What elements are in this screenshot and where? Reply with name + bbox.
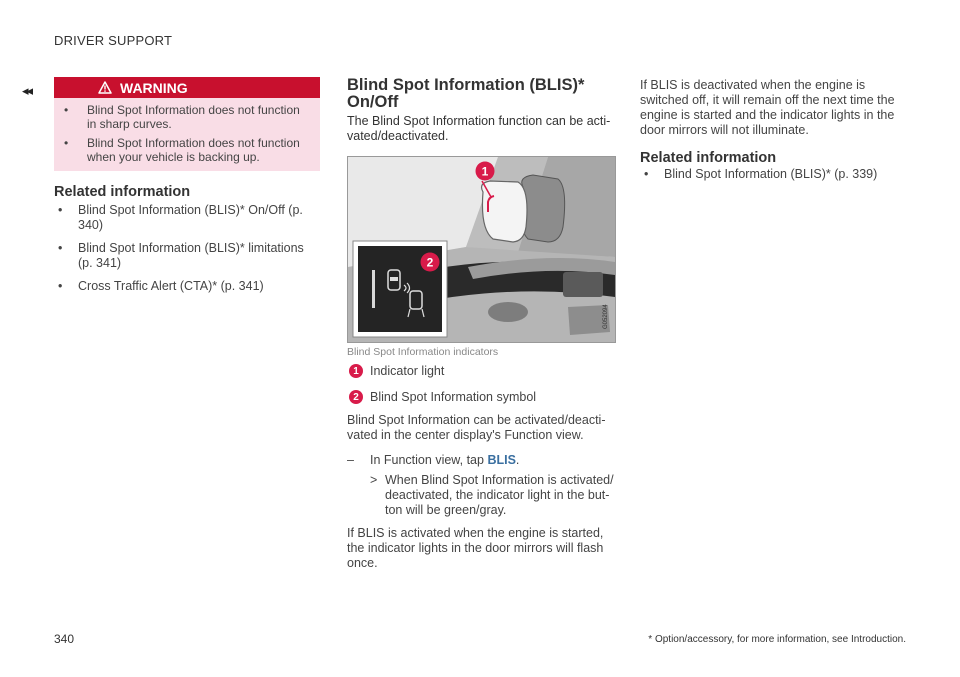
related-information-heading: Related information	[54, 184, 191, 200]
paragraph: Blind Spot Information can be activated/deacti-vated in the center display's Function view.	[347, 413, 606, 442]
back-arrows-icon[interactable]: ◂◂	[22, 83, 32, 98]
legend-item-2	[349, 390, 536, 404]
step-text: In Function view, tap	[370, 453, 488, 467]
legend-item-1	[349, 364, 444, 378]
section-header: DRIVER SUPPORT	[54, 33, 173, 48]
footnote: * Option/accessory, for more information, see Introduction.	[648, 634, 906, 645]
figure-code: G052094	[603, 304, 609, 329]
callout-1: 1	[481, 164, 489, 179]
related-information-list	[640, 167, 910, 190]
paragraph: If BLIS is activated when the engine is started, the indicator lights in the door mirrors will flash once.	[347, 526, 604, 570]
paragraph: If BLIS is deactivated when the engine is switched off, it will remain off the next time the engine is started and the indicator lights in the door mirrors will not illuminate.	[640, 78, 895, 137]
callout-badge-1: 1	[349, 364, 363, 378]
blis-indicator-figure	[347, 156, 616, 343]
warning-header	[54, 77, 320, 98]
warning-item: • Blind Spot Information does not function in sharp curves.	[54, 103, 309, 131]
step-dash: –	[347, 453, 354, 467]
legend-text: Blind Spot Information symbol	[370, 390, 537, 404]
warning-item: • Blind Spot Information does not function when your vehicle is backing up.	[54, 136, 309, 164]
article-intro: The Blind Spot Information function can be acti-vated/deactivated.	[347, 114, 611, 143]
callout-badge-2: 2	[349, 390, 363, 404]
related-information-list	[54, 203, 320, 302]
related-link[interactable]: • Blind Spot Information (BLIS)* (p. 339)	[640, 167, 910, 182]
blis-button[interactable]: BLIS	[487, 453, 516, 467]
result-marker: >	[370, 473, 378, 487]
related-link[interactable]: • Cross Traffic Alert (CTA)* (p. 341)	[54, 279, 320, 294]
related-information-heading: Related information	[640, 150, 777, 166]
warning-title: WARNING	[120, 79, 188, 96]
procedure-step	[347, 453, 617, 468]
related-link[interactable]: • Blind Spot Information (BLIS)* On/Off (p. 340)	[54, 203, 320, 233]
warning-list	[54, 103, 320, 164]
step-result	[370, 473, 620, 518]
page-number: 340	[54, 632, 75, 646]
callout-2: 2	[426, 255, 434, 270]
result-text: When Blind Spot Information is activated/ deactivated, the indicator light in the but-ton will be green/gray.	[385, 473, 614, 517]
warning-box	[54, 77, 320, 171]
warning-triangle-icon	[98, 81, 112, 94]
figure-caption: Blind Spot Information indicators	[347, 346, 499, 358]
step-suffix: .	[515, 453, 520, 467]
related-link[interactable]: • Blind Spot Information (BLIS)* limitations (p. 341)	[54, 241, 320, 271]
car-interior-illustration	[348, 157, 615, 342]
legend-text: Indicator light	[370, 364, 445, 378]
article-title: Blind Spot Information (BLIS)* On/Off	[347, 76, 585, 111]
